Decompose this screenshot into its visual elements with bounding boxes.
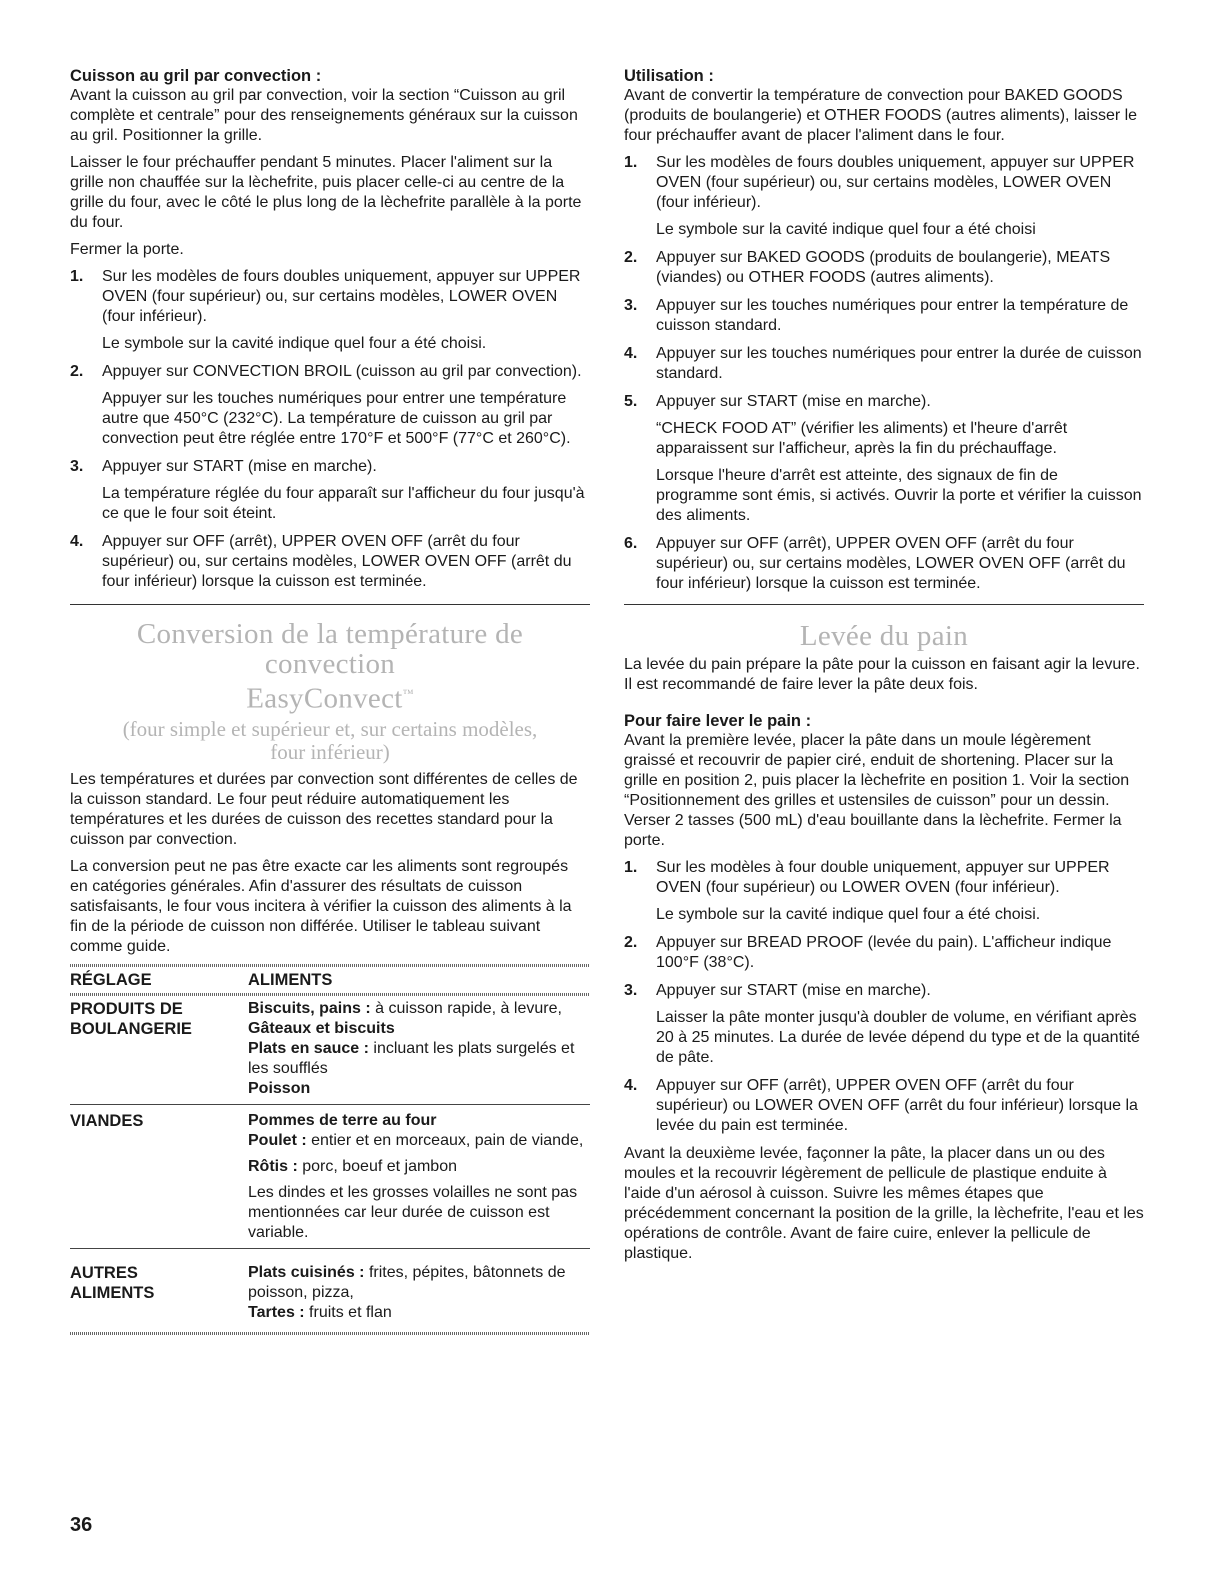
table-row xyxy=(70,1104,590,1248)
category-label: ALIMENTS xyxy=(70,1283,155,1302)
food-item-text: porc, boeuf et jambon xyxy=(297,1157,457,1175)
food-item xyxy=(248,1079,590,1099)
food-item-bold: Plats en sauce : xyxy=(248,1039,369,1057)
step-item xyxy=(624,344,1144,384)
bread-proof-heading: Pour faire lever le pain : xyxy=(624,712,812,730)
food-item-bold: Pommes de terre au four xyxy=(248,1111,437,1129)
right-column xyxy=(624,66,1144,1271)
step-text: Appuyer sur START (mise en marche). xyxy=(102,458,377,475)
paragraph: La conversion peut ne pas être exacte car les aliments sont regroupés en catégories générales. Afin d'assurer des résultats de cuisson satisfaisants, le four vous incitera à vérifier la cuisson des aliments à la fin de la période de cuisson non différée. Utiliser le tableau suivant comme guide. xyxy=(70,857,572,955)
food-item-bold: Poulet : xyxy=(248,1131,307,1149)
step-note: Le symbole sur la cavité indique quel four a été choisi xyxy=(656,221,1036,238)
step-note: Appuyer sur les touches numériques pour entrer une température autre que 450°C (232°C). La température de cuisson au gril par convection peut être réglée entre 170°F et 500°F (77°C et 260°C). xyxy=(102,390,571,447)
food-item xyxy=(248,1131,590,1151)
paragraph: Laisser le four préchauffer pendant 5 minutes. Placer l'aliment sur la grille non chauffée sur la lèchefrite, puis placer celle-ci au centre de la grille du four, avec le côté le plus long de la lèchefrite parallèle à la porte du four. xyxy=(70,154,582,231)
step-text: Appuyer sur OFF (arrêt), UPPER OVEN OFF (arrêt du four supérieur) ou LOWER OVEN OFF (arrêt du four inférieur) lorsque la levée du pain est terminée. xyxy=(656,1077,1138,1134)
step-item xyxy=(624,248,1144,288)
food-item-text: incluant les plats surgelés et les soufflés xyxy=(248,1039,575,1077)
paragraph: Fermer la porte. xyxy=(70,241,184,258)
section-divider xyxy=(624,604,1144,605)
conversion-subtitle xyxy=(70,718,590,764)
table-row xyxy=(70,1248,590,1328)
food-item-bold: Poisson xyxy=(248,1079,311,1097)
step-text: Appuyer sur les touches numériques pour entrer la durée de cuisson standard. xyxy=(656,345,1142,382)
step-note: “CHECK FOOD AT” (vérifier les aliments) et l'heure d'arrêt apparaissent sur l'afficheur, après la fin du préchauffage. xyxy=(656,420,1068,457)
food-item-bold: Biscuits, pains : xyxy=(248,999,371,1017)
step-number: 3. xyxy=(624,297,638,314)
step-text: Appuyer sur START (mise en marche). xyxy=(656,982,931,999)
conversion-title-line2 xyxy=(70,679,590,714)
step-item xyxy=(70,267,590,354)
category-label: BOULANGERIE xyxy=(70,1019,192,1038)
paragraph: Avant la cuisson au gril par convection, voir la section “Cuisson au gril complète et centrale” pour des renseignements généraux sur la cuisson au gril. Positionner la grille. xyxy=(70,87,578,144)
step-number: 4. xyxy=(70,533,84,550)
food-item xyxy=(248,999,590,1019)
paragraph: Avant de convertir la température de convection pour BAKED GOODS (produits de boulangerie) et OTHER FOODS (autres aliments), laisser le four préchauffer avant de placer l'aliment dans le four. xyxy=(624,87,1138,144)
foods-cell xyxy=(248,1104,590,1248)
step-text: Sur les modèles à four double uniquement, appuyer sur UPPER OVEN (four supérieur) ou LOWER OVEN (four inférieur). xyxy=(656,859,1110,896)
easyconvect-name: EasyConvect xyxy=(246,682,403,715)
step-note: Laisser la pâte monter jusqu'à doubler de volume, en vérifiant après 20 à 25 minutes. La durée de levée dépend du type et de la quantité de pâte. xyxy=(656,1009,1140,1066)
step-item xyxy=(624,1076,1144,1136)
food-item-bold: Gâteaux et biscuits xyxy=(248,1019,395,1037)
paragraph: Les températures et durées par convection sont différentes de celles de la cuisson standard. Le four peut réduire automatiquement les températures et les durées de cuisson des recettes standard pour la cuisson par convection. xyxy=(70,770,578,848)
step-number: 2. xyxy=(624,249,638,266)
step-number: 2. xyxy=(624,934,638,951)
step-note: La température réglée du four apparaît sur l'afficheur du four jusqu'à ce que le four soit éteint. xyxy=(102,485,585,522)
step-text: Appuyer sur les touches numériques pour entrer la température de cuisson standard. xyxy=(656,297,1129,334)
category-cell xyxy=(70,1104,248,1248)
page-number: 36 xyxy=(70,1514,93,1536)
food-item xyxy=(248,1111,590,1131)
category-label: VIANDES xyxy=(70,1111,144,1130)
step-item xyxy=(70,362,590,449)
table-bottom-rule xyxy=(70,1332,590,1335)
conversion-subtitle-line2: four inférieur) xyxy=(270,739,390,764)
step-item xyxy=(624,933,1144,973)
bread-proof-title: Levée du pain xyxy=(799,620,969,652)
bread-proof-steps xyxy=(624,858,1144,1136)
step-item xyxy=(70,457,590,524)
step-item xyxy=(624,392,1144,526)
step-note: Lorsque l'heure d'arrêt est atteinte, des signaux de fin de programme sont émis, si activés. Ouvrir la porte et vérifier la cuisson des aliments. xyxy=(656,467,1142,524)
conversion-section xyxy=(70,619,590,957)
category-cell xyxy=(70,1248,248,1328)
usage-heading: Utilisation : xyxy=(624,67,714,85)
food-item-text: à cuisson rapide, à levure, xyxy=(370,999,562,1017)
food-item-bold: Tartes : xyxy=(248,1303,305,1321)
step-note: Le symbole sur la cavité indique quel four a été choisi. xyxy=(102,335,487,352)
step-item xyxy=(624,534,1144,594)
paragraph: La levée du pain prépare la pâte pour la cuisson en faisant agir la levure. Il est recommandé de faire lever la pâte deux fois. xyxy=(624,656,1140,693)
step-item xyxy=(624,296,1144,336)
category-label: PRODUITS DE xyxy=(70,999,183,1018)
category-label: AUTRES xyxy=(70,1263,138,1282)
step-item xyxy=(70,532,590,592)
column-header-foods: ALIMENTS xyxy=(248,970,333,989)
step-number: 4. xyxy=(624,1077,638,1094)
section-divider xyxy=(70,604,590,605)
food-item: Les dindes et les grosses volailles ne sont pas mentionnées car leur durée de cuisson est variable. xyxy=(248,1183,578,1241)
step-number: 3. xyxy=(624,982,638,999)
food-item-text: frites, pépites, bâtonnets de poisson, pizza, xyxy=(248,1263,566,1301)
conversion-table xyxy=(70,967,590,1328)
conversion-title xyxy=(70,619,590,714)
step-text: Appuyer sur BAKED GOODS (produits de boulangerie), MEATS (viandes) ou OTHER FOODS (autres aliments). xyxy=(656,249,1111,286)
column-header-setting: RÉGLAGE xyxy=(70,970,152,989)
step-item xyxy=(624,858,1144,925)
step-text: Appuyer sur OFF (arrêt), UPPER OVEN OFF (arrêt du four supérieur) ou, sur certains modèles, LOWER OVEN OFF (arrêt du four inférieur) lorsque la cuisson est terminée. xyxy=(656,535,1126,592)
step-number: 5. xyxy=(624,393,638,410)
step-text: Appuyer sur OFF (arrêt), UPPER OVEN OFF (arrêt du four supérieur) ou, sur certains modèles, LOWER OVEN OFF (arrêt du four inférieur) lorsque la cuisson est terminée. xyxy=(102,533,572,590)
step-number: 4. xyxy=(624,345,638,362)
food-item xyxy=(248,1039,590,1079)
food-item-bold: Rôtis : xyxy=(248,1157,298,1175)
food-item xyxy=(248,1303,590,1323)
step-note: Le symbole sur la cavité indique quel four a été choisi. xyxy=(656,906,1041,923)
table-header-row xyxy=(70,967,590,993)
step-text: Appuyer sur BREAD PROOF (levée du pain). L'afficheur indique 100°F (38°C). xyxy=(656,934,1112,971)
step-number: 6. xyxy=(624,535,638,552)
conversion-subtitle-line1: (four simple et supérieur et, sur certains modèles, xyxy=(122,716,538,741)
convection-broil-steps xyxy=(70,267,590,592)
step-text: Sur les modèles de fours doubles uniquement, appuyer sur UPPER OVEN (four supérieur) ou, sur certains modèles, LOWER OVEN (four inférieur). xyxy=(102,268,581,325)
food-item-text: fruits et flan xyxy=(304,1303,392,1321)
conversion-title-line1: Conversion de la température de convection xyxy=(136,618,524,680)
foods-cell xyxy=(248,1248,590,1328)
step-text: Appuyer sur CONVECTION BROIL (cuisson au gril par convection). xyxy=(102,363,582,380)
food-item xyxy=(248,1263,590,1303)
usage-steps xyxy=(624,153,1144,594)
left-column xyxy=(70,66,590,1335)
step-number: 2. xyxy=(70,363,84,380)
step-number: 1. xyxy=(624,154,638,171)
food-item-bold: Plats cuisinés : xyxy=(248,1263,365,1281)
food-item-text: entier et en morceaux, pain de viande, xyxy=(306,1131,584,1149)
paragraph: Avant la première levée, placer la pâte dans un moule légèrement graissé et recouvrir de papier ciré, enduit de shortening. Placer sur la grille en position 2, puis placer la lèchefrite en position 1. Voir la section “Positionnement des grilles et ustensiles de cuisson” pour un dessin. Verser 2 tasses (500 mL) d'eau bouillante dans la lèchefrite. Fermer la porte. xyxy=(624,732,1130,849)
paragraph: Avant la deuxième levée, façonner la pâte, la placer dans un ou des moules et la recouvrir légèrement de pellicule de plastique enduite à l'aide d'un aérosol à cuisson. Suivre les mêmes étapes que précédemment concernant la position de la grille, la lèchefrite, l'eau et les opérations de contrôle. Avant de faire cuire, enlever la pellicule de plastique. xyxy=(624,1145,1144,1262)
convection-broil-heading: Cuisson au gril par convection : xyxy=(70,67,322,85)
step-item xyxy=(624,153,1144,240)
trademark-symbol: ™ xyxy=(402,688,414,700)
step-text: Sur les modèles de fours doubles uniquement, appuyer sur UPPER OVEN (four supérieur) ou, sur certains modèles, LOWER OVEN (four inférieur). xyxy=(656,154,1135,211)
food-item xyxy=(248,1157,590,1177)
step-number: 1. xyxy=(624,859,638,876)
step-item xyxy=(624,981,1144,1068)
step-text: Appuyer sur START (mise en marche). xyxy=(656,393,931,410)
category-cell xyxy=(70,996,248,1105)
foods-cell xyxy=(248,996,590,1105)
step-number: 3. xyxy=(70,458,84,475)
food-item xyxy=(248,1019,590,1039)
table-row xyxy=(70,996,590,1105)
step-number: 1. xyxy=(70,268,84,285)
